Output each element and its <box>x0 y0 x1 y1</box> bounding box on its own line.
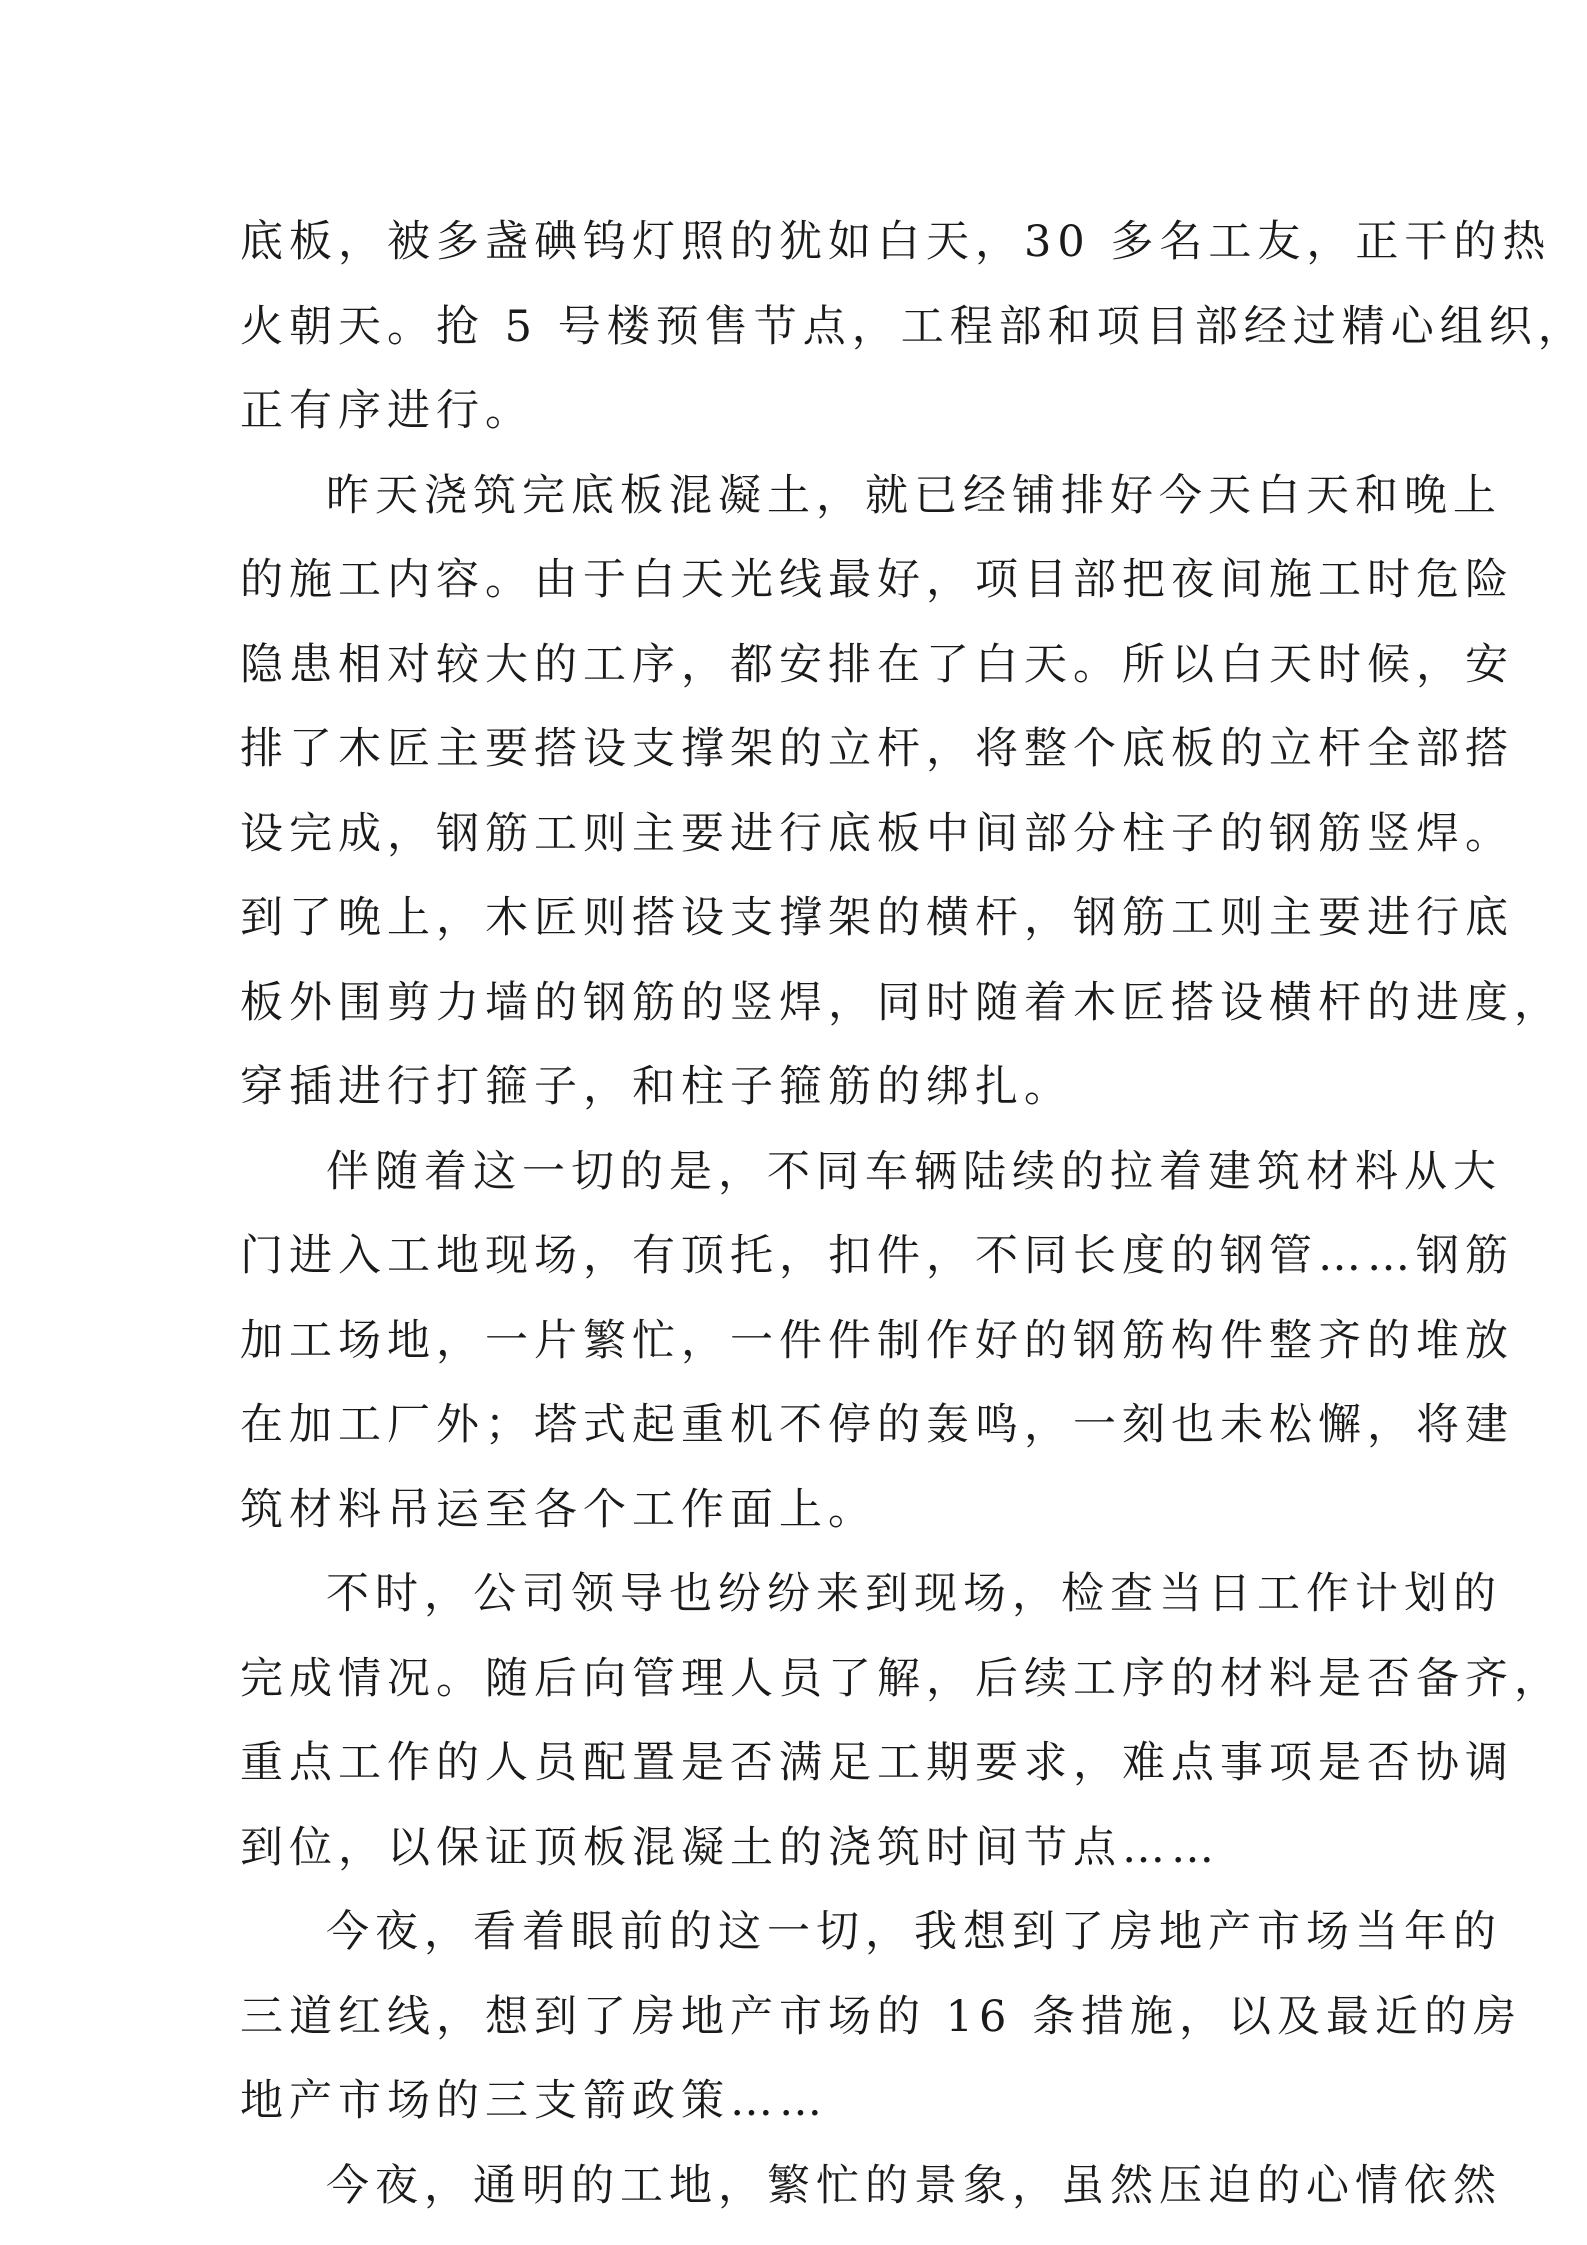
text-line: 穿插进行打箍子，和柱子箍筋的绑扎。 <box>240 1062 1073 1112</box>
text-line: 三道红线，想到了房地产市场的 16 条措施，以及最近的房 <box>240 1991 1523 2042</box>
text-line: 筑材料吊运至各个工作面上。 <box>240 1484 877 1535</box>
text-line: 到了晚上，木匠则搭设支撑架的横杆，钢筋工则主要进行底 <box>240 893 1514 943</box>
text-line: 昨天浇筑完底板混凝土，就已经铺排好今天白天和晚上 <box>326 470 1502 521</box>
text-line: 不时，公司领导也纷纷来到现场，检查当日工作计划的 <box>326 1569 1502 1619</box>
text-line: 今夜，通明的工地，繁忙的景象，虽然压迫的心情依然 <box>326 2160 1502 2211</box>
text-line: 板外围剪力墙的钢筋的竖焊，同时随着木匠搭设横杆的进度， <box>240 977 1563 1028</box>
text-line: 的施工内容。由于白天光线最好，项目部把夜间施工时危险 <box>240 555 1514 605</box>
text-line: 排了木匠主要搭设支撑架的立杆，将整个底板的立杆全部搭 <box>240 724 1514 774</box>
text-line: 在加工厂外；塔式起重机不停的轰鸣，一刻也未松懈，将建 <box>240 1400 1514 1450</box>
body-text <box>240 200 1587 2228</box>
text-line: 隐患相对较大的工序，都安排在了白天。所以白天时候，安 <box>240 639 1514 690</box>
text-line: 重点工作的人员配置是否满足工期要求，难点事项是否协调 <box>240 1738 1514 1788</box>
text-line: 加工场地，一片繁忙，一件件制作好的钢筋构件整齐的堆放 <box>240 1315 1514 1366</box>
text-line: 地产市场的三支箭政策…… <box>240 2076 828 2126</box>
text-line: 今夜，看着眼前的这一切，我想到了房地产市场当年的 <box>326 1907 1502 1957</box>
text-line: 伴随着这一切的是，不同车辆陆续的拉着建筑材料从大 <box>326 1146 1502 1197</box>
text-line: 到位，以保证顶板混凝土的浇筑时间节点…… <box>240 1822 1220 1873</box>
paragraph-5 <box>240 1890 1523 2144</box>
paragraph-3 <box>240 1130 1514 1553</box>
paragraph-4 <box>240 1552 1563 1890</box>
paragraph-2 <box>240 454 1563 1130</box>
text-line: 门进入工地现场，有顶托，扣件，不同长度的钢管……钢筋 <box>240 1231 1514 1281</box>
text-line: 底板，被多盏碘钨灯照的犹如白天，30 多名工友，正干的热 <box>240 217 1552 267</box>
text-line: 正有序进行。 <box>240 386 534 436</box>
text-line: 设完成，钢筋工则主要进行底板中间部分柱子的钢筋竖焊。 <box>240 808 1514 859</box>
paragraph-1 <box>240 200 1587 454</box>
text-line: 火朝天。抢 5 号楼预售节点，工程部和项目部经过精心组织， <box>240 301 1587 352</box>
paragraph-6 <box>240 2144 1502 2229</box>
text-line: 完成情况。随后向管理人员了解，后续工序的材料是否备齐， <box>240 1653 1563 1704</box>
